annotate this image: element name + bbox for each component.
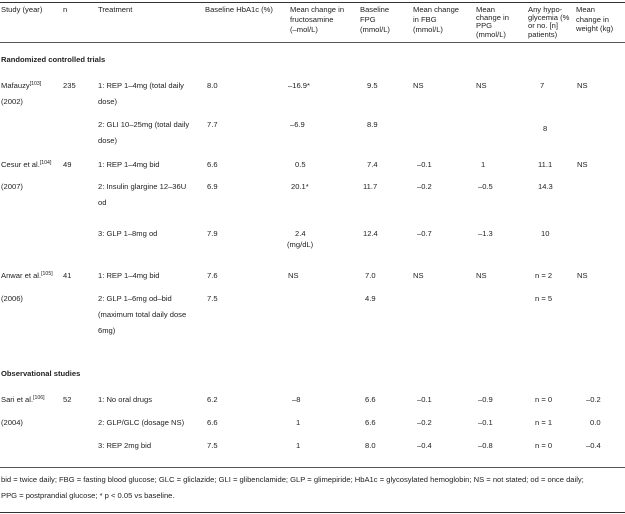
cesur-arm3-treatment: 3: GLP 1–8mg od <box>98 229 158 238</box>
header-study: Study (year) <box>1 5 43 14</box>
anwar-arm2-hba1c: 7.5 <box>207 294 218 303</box>
cesur-arm3-fructosamine: 2.4 <box>295 229 306 238</box>
anwar-arm1-ppg: NS <box>476 271 487 280</box>
sari-arm2-hypoglycemia: n = 1 <box>535 418 553 427</box>
cesur-arm1-weight: NS <box>577 160 588 169</box>
sari-arm2-weight: 0.0 <box>590 418 601 427</box>
anwar-arm1-fpg: 7.0 <box>365 271 376 280</box>
section-observational: Observational studies <box>1 369 81 378</box>
sari-arm3-fpg: 8.0 <box>365 441 376 450</box>
mafauzy-arm1-hba1c: 8.0 <box>207 81 218 90</box>
sari-arm3-fbg: –0.4 <box>417 441 432 450</box>
anwar-arm1-hba1c: 7.6 <box>207 271 218 280</box>
header-fbg-2: in FBG <box>413 15 437 24</box>
mafauzy-arm1-treatment-2: dose) <box>98 97 117 106</box>
mafauzy-arm2-treatment: 2: GLI 10–25mg (total daily <box>98 120 190 129</box>
mafauzy-arm2-treatment-2: dose) <box>98 136 117 145</box>
header-treatment: Treatment <box>98 5 133 14</box>
anwar-arm2-fpg: 4.9 <box>365 294 376 303</box>
study-mafauzy-year: (2002) <box>1 97 23 106</box>
cesur-arm2-treatment: 2: Insulin glargine 12–36U <box>98 182 187 191</box>
header-ppg-2: change in <box>476 13 509 22</box>
sari-arm2-treatment: 2: GLP/GLC (dosage NS) <box>98 418 185 427</box>
sari-arm1-hypoglycemia: n = 0 <box>535 395 553 404</box>
cesur-arm2-hba1c: 6.9 <box>207 182 218 191</box>
sari-arm1-fbg: –0.1 <box>417 395 432 404</box>
study-cesur: Cesur et al.[104] <box>1 160 52 169</box>
mafauzy-arm1-fructosamine: –16.9* <box>288 81 310 90</box>
header-fructosamine-2: fructosamine <box>290 15 334 24</box>
sari-arm3-treatment: 3: REP 2mg bid <box>98 441 152 450</box>
mafauzy-n: 235 <box>63 81 76 90</box>
sari-arm1-ppg: –0.9 <box>478 395 493 404</box>
sari-arm2-ppg: –0.1 <box>478 418 493 427</box>
cesur-arm1-treatment: 1: REP 1–4mg bid <box>98 160 160 169</box>
study-anwar-year: (2006) <box>1 294 23 303</box>
study-cesur-year: (2007) <box>1 182 23 191</box>
anwar-arm2-hypoglycemia: n = 5 <box>535 294 553 303</box>
cesur-arm1-fpg: 7.4 <box>367 160 378 169</box>
header-fpg-3: (mmol/L) <box>360 25 390 34</box>
table-top-rule <box>0 2 625 3</box>
sari-arm3-fructosamine: 1 <box>296 441 301 450</box>
sari-arm3-hba1c: 7.5 <box>207 441 218 450</box>
sari-arm1-treatment: 1: No oral drugs <box>98 395 153 404</box>
study-sari: Sari et al.[106] <box>1 395 45 404</box>
cesur-arm1-ppg: 1 <box>481 160 486 169</box>
cesur-arm2-ppg: –0.5 <box>478 182 493 191</box>
anwar-arm1-fbg: NS <box>413 271 424 280</box>
study-anwar: Anwar et al.[105] <box>1 271 53 280</box>
cesur-arm3-fbg: –0.7 <box>417 229 432 238</box>
header-n: n <box>63 5 68 14</box>
header-weight-1: Mean <box>576 5 595 14</box>
mafauzy-arm1-hypoglycemia: 7 <box>540 81 545 90</box>
cesur-arm3-ppg: –1.3 <box>478 229 493 238</box>
sari-arm2-fpg: 6.6 <box>365 418 376 427</box>
mafauzy-arm2-fructosamine: –6.9 <box>290 120 305 129</box>
footnote-line-2: PPG = postprandial glucose; * p < 0.05 vs baseline. <box>1 491 175 500</box>
cesur-arm1-fructosamine: 0.5 <box>295 160 306 169</box>
sari-arm1-fructosamine: –8 <box>292 395 301 404</box>
cesur-arm2-fbg: –0.2 <box>417 182 432 191</box>
sari-arm1-fpg: 6.6 <box>365 395 376 404</box>
mafauzy-arm1-fpg: 9.5 <box>367 81 378 90</box>
header-hba1c: Baseline HbA1c (%) <box>205 5 273 14</box>
cesur-arm2-treatment-2: od <box>98 198 107 207</box>
anwar-arm1-fructosamine: NS <box>288 271 299 280</box>
cesur-arm1-hypoglycemia: 11.1 <box>538 160 553 169</box>
anwar-arm1-hypoglycemia: n = 2 <box>535 271 553 280</box>
cesur-arm2-fructosamine: 20.1* <box>291 182 309 191</box>
cesur-arm2-fpg: 11.7 <box>363 182 378 191</box>
sari-arm1-weight: –0.2 <box>586 395 601 404</box>
cesur-n: 49 <box>63 160 72 169</box>
sari-n: 52 <box>63 395 72 404</box>
cesur-arm2-hypoglycemia: 14.3 <box>538 182 553 191</box>
footnote-line-1: bid = twice daily; FBG = fasting blood glucose; GLC = gliclazide; GLI = glibenclamide; GLP = glimepiride; HbA1c = glycosylated hemoglobin; NS = not stated; od = once daily; <box>1 475 584 484</box>
anwar-arm2-treatment-3: 6mg) <box>98 326 116 335</box>
cesur-arm1-hba1c: 6.6 <box>207 160 218 169</box>
anwar-arm2-treatment-2: (maximum total daily dose <box>98 310 187 319</box>
cesur-arm3-hba1c: 7.9 <box>207 229 218 238</box>
header-ppg-4: (mmol/L) <box>476 30 506 39</box>
header-fructosamine-1: Mean change in <box>290 5 345 14</box>
sari-arm3-weight: –0.4 <box>586 441 601 450</box>
sari-arm2-hba1c: 6.6 <box>207 418 218 427</box>
cesur-arm1-fbg: –0.1 <box>417 160 432 169</box>
anwar-arm1-treatment: 1: REP 1–4mg bid <box>98 271 160 280</box>
section-rct: Randomized controlled trials <box>1 55 106 64</box>
sari-arm3-hypoglycemia: n = 0 <box>535 441 553 450</box>
cesur-arm3-hypoglycemia: 10 <box>541 229 550 238</box>
mafauzy-arm1-weight: NS <box>577 81 588 90</box>
mafauzy-arm1-fbg: NS <box>413 81 424 90</box>
sari-arm3-ppg: –0.8 <box>478 441 493 450</box>
mafauzy-arm2-hba1c: 7.7 <box>207 120 218 129</box>
mafauzy-arm2-fpg: 8.9 <box>367 120 378 129</box>
header-fructosamine-3: (–mol/L) <box>290 25 318 34</box>
sari-arm2-fructosamine: 1 <box>296 418 301 427</box>
anwar-arm1-weight: NS <box>577 271 588 280</box>
header-ppg-1: Mean <box>476 5 495 14</box>
mafauzy-arm1-ppg: NS <box>476 81 487 90</box>
mafauzy-arm2-hypoglycemia: 8 <box>543 124 548 133</box>
sari-arm2-fbg: –0.2 <box>417 418 432 427</box>
cesur-arm3-fructosamine-unit: (mg/dL) <box>287 240 314 249</box>
sari-arm1-hba1c: 6.2 <box>207 395 218 404</box>
header-fpg-1: Baseline <box>360 5 390 14</box>
anwar-n: 41 <box>63 271 72 280</box>
study-mafauzy: Mafauzy[103] <box>1 81 42 90</box>
header-fpg-2: FPG <box>360 15 376 24</box>
header-hypo-2: glycemia (% <box>528 13 570 22</box>
study-sari-year: (2004) <box>1 418 23 427</box>
header-bottom-rule <box>0 42 625 43</box>
header-ppg-3: PPG <box>476 21 493 30</box>
header-weight-2: change in weight (kg) <box>576 15 614 34</box>
header-hypo-1: Any hypo- <box>528 5 563 14</box>
header-hypo-3: or no. [n] <box>528 21 558 30</box>
header-hypo-4: patients) <box>528 30 558 39</box>
cesur-arm3-fpg: 12.4 <box>363 229 378 238</box>
header-fbg-3: (mmol/L) <box>413 25 443 34</box>
footnote-rule <box>0 467 625 468</box>
mafauzy-arm1-treatment: 1: REP 1–4mg (total daily <box>98 81 184 90</box>
header-fbg-1: Mean change <box>413 5 460 14</box>
anwar-arm2-treatment: 2: GLP 1–6mg od–bid <box>98 294 172 303</box>
table-bottom-rule <box>0 512 625 513</box>
